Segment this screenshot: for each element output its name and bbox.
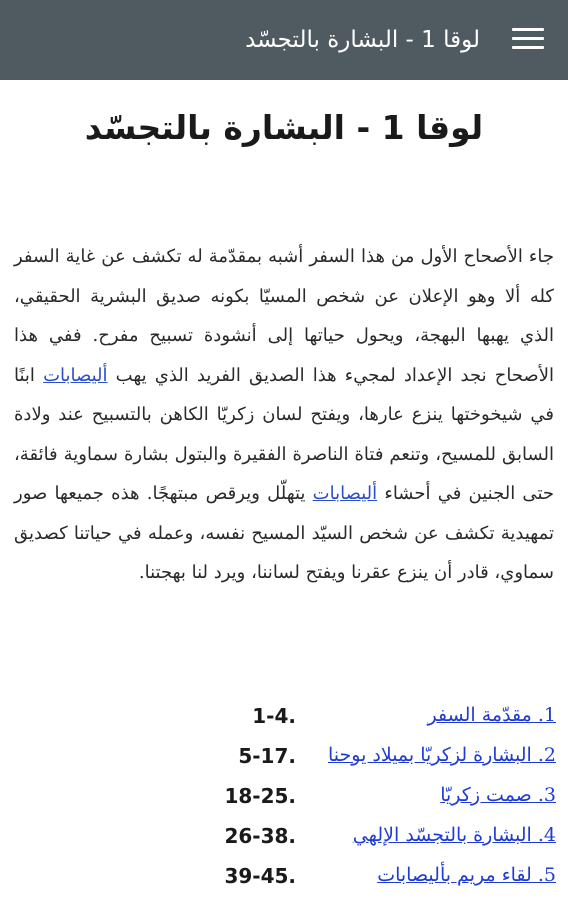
- chapter-list: [0, 700, 568, 900]
- chapter-link-3[interactable]: 3. صمت زكريّا: [440, 784, 556, 806]
- chapter-link-1[interactable]: 1. مقدّمة السفر: [427, 704, 556, 726]
- chapter-range-3: 18-25.: [224, 784, 296, 808]
- app-bar-title: لوقا 1 - البشارة بالتجسّد: [245, 27, 480, 53]
- intro-paragraph: [14, 237, 554, 593]
- intro-text-part-3: يتهلّل ويرقص مبتهجًا. هذه جميعها صور تمهيدية تكشف عن شخص السيّد المسيح نفسه، وعمله في حياتنا كصديق سماوي، قادر أن ينزع عقرنا ويفتح لساننا، ويرد لنا بهجتنا.: [14, 483, 554, 583]
- chapter-link-2[interactable]: 2. البشارة لزكريّا بميلاد يوحنا: [327, 744, 556, 766]
- chapter-row: [0, 820, 568, 860]
- chapter-range-2: 5-17.: [238, 744, 296, 768]
- chapter-link-5[interactable]: 5. لقاء مريم بأليصابات: [377, 864, 556, 886]
- app-bar: [0, 0, 568, 80]
- intro-text-part-2: ابنًا في شيخوختها ينزع عارها، ويفتح لسان زكريّا الكاهن بالتسبيح عند ولادة السابق للمسيح، وتنعم فتاة الناصرة الفقيرة والبتول بشارة سماوية فائقة، حتى الجنين في أحشاء: [14, 364, 554, 504]
- chapter-row: [0, 700, 568, 740]
- chapter-range-4: 26-38.: [224, 824, 296, 848]
- chapter-range-5: 39-45.: [224, 864, 296, 888]
- hamburger-menu-icon[interactable]: [512, 28, 544, 52]
- elizabeth-link-2[interactable]: أليصابات: [312, 483, 378, 504]
- intro-text-part-1: جاء الأصحاح الأول من هذا السفر أشبه بمقدّمة له تكشف عن غاية السفر كله ألا وهو الإعلان عن شخص المسيّا بكونه صديق البشرية الحقيقي، الذي يهبها البهجة، ويحول حياتها إلى أنشودة تسبيح مفرح. ففي هذا الأصحاح نجد الإعداد لمجيء هذا الصديق الفريد الذي يهب: [14, 246, 554, 386]
- chapter-row: [0, 740, 568, 780]
- page-title: لوقا 1 - البشارة بالتجسّد: [84, 108, 484, 147]
- chapter-row: [0, 780, 568, 820]
- chapter-range-1: 1-4.: [252, 704, 296, 728]
- chapter-link-4[interactable]: 4. البشارة بالتجسّد الإلهي: [352, 824, 556, 846]
- elizabeth-link-1[interactable]: أليصابات: [43, 364, 108, 386]
- chapter-row: [0, 860, 568, 900]
